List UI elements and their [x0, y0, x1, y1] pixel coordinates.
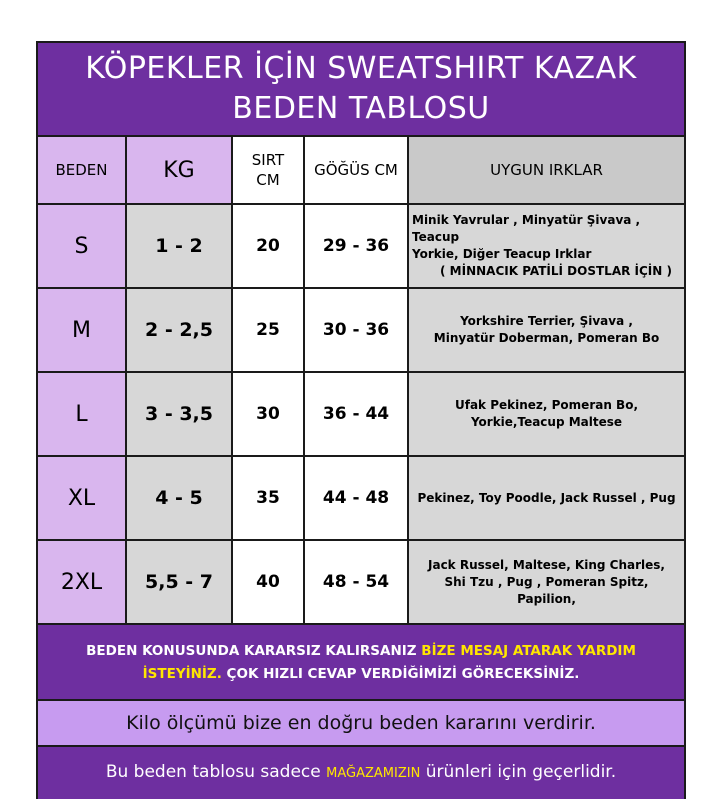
cell-gogus: 36 - 44	[304, 372, 408, 456]
title-line-1: KÖPEKLER İÇİN SWEATSHIRT KAZAK	[85, 51, 637, 86]
header-kg: KG	[126, 137, 232, 204]
cell-sirt: 35	[232, 456, 304, 540]
help-note-highlight2: İSTEYİNİZ.	[142, 666, 222, 682]
help-note-highlight1: BİZE MESAJ ATARAK YARDIM	[421, 643, 636, 659]
table-row	[38, 204, 684, 288]
table-header-row	[38, 137, 684, 204]
cell-sirt: 20	[232, 204, 304, 288]
cell-irklar: Ufak Pekinez, Pomeran Bo, Yorkie,Teacup Maltese	[408, 372, 684, 456]
cell-sirt: 25	[232, 288, 304, 372]
cell-kg: 5,5 - 7	[126, 540, 232, 624]
table-row	[38, 456, 684, 540]
weight-note: Kilo ölçümü bize en doğru beden kararını verdirir.	[38, 701, 684, 747]
cell-beden: L	[38, 372, 126, 456]
header-beden: BEDEN	[38, 137, 126, 204]
title-line-2: BEDEN TABLOSU	[232, 91, 490, 126]
cell-beden: 2XL	[38, 540, 126, 624]
cell-irklar: Jack Russel, Maltese, King Charles, Shi Tzu , Pug , Pomeran Spitz, Papilion,	[408, 540, 684, 624]
header-gogus: GÖĞÜS CM	[304, 137, 408, 204]
help-note-part2: ÇOK HIZLI CEVAP VERDİĞİMİZİ GÖRECEKSİNİZ.	[221, 666, 580, 682]
cell-irklar	[408, 204, 684, 288]
cell-sirt: 40	[232, 540, 304, 624]
cell-gogus: 30 - 36	[304, 288, 408, 372]
irklar-line-3: ( MİNNACIK PATİLİ DOSTLAR İÇİN )	[440, 264, 672, 278]
size-chart	[36, 41, 686, 799]
help-note-part1: BEDEN KONUSUNDA KARARSIZ KALIRSANIZ	[86, 643, 422, 659]
cell-kg: 1 - 2	[126, 204, 232, 288]
cell-irklar: Yorkshire Terrier, Şivava , Minyatür Doberman, Pomeran Bo	[408, 288, 684, 372]
chart-title	[38, 43, 684, 137]
cell-gogus: 48 - 54	[304, 540, 408, 624]
irklar-line-1: Minik Yavrular , Minyatür Şivava , Teacup	[412, 213, 641, 244]
cell-beden: XL	[38, 456, 126, 540]
validity-note-part1: Bu beden tablosu sadece	[105, 762, 327, 782]
cell-beden: S	[38, 204, 126, 288]
header-sirt: SIRT CM	[232, 137, 304, 204]
help-note	[38, 625, 684, 701]
size-table	[38, 137, 684, 625]
cell-kg: 2 - 2,5	[126, 288, 232, 372]
cell-gogus: 44 - 48	[304, 456, 408, 540]
table-row	[38, 372, 684, 456]
validity-note-part2: ürünleri için geçerlidir.	[420, 762, 617, 782]
cell-kg: 3 - 3,5	[126, 372, 232, 456]
cell-gogus: 29 - 36	[304, 204, 408, 288]
validity-note-highlight: MAĞAZAMIZIN	[326, 766, 421, 781]
cell-irklar: Pekinez, Toy Poodle, Jack Russel , Pug	[408, 456, 684, 540]
validity-note	[38, 747, 684, 799]
irklar-line-2: Yorkie, Diğer Teacup Irklar	[412, 247, 592, 261]
cell-beden: M	[38, 288, 126, 372]
cell-sirt: 30	[232, 372, 304, 456]
header-irklar: UYGUN IRKLAR	[408, 137, 684, 204]
table-row	[38, 288, 684, 372]
cell-kg: 4 - 5	[126, 456, 232, 540]
table-row	[38, 540, 684, 624]
